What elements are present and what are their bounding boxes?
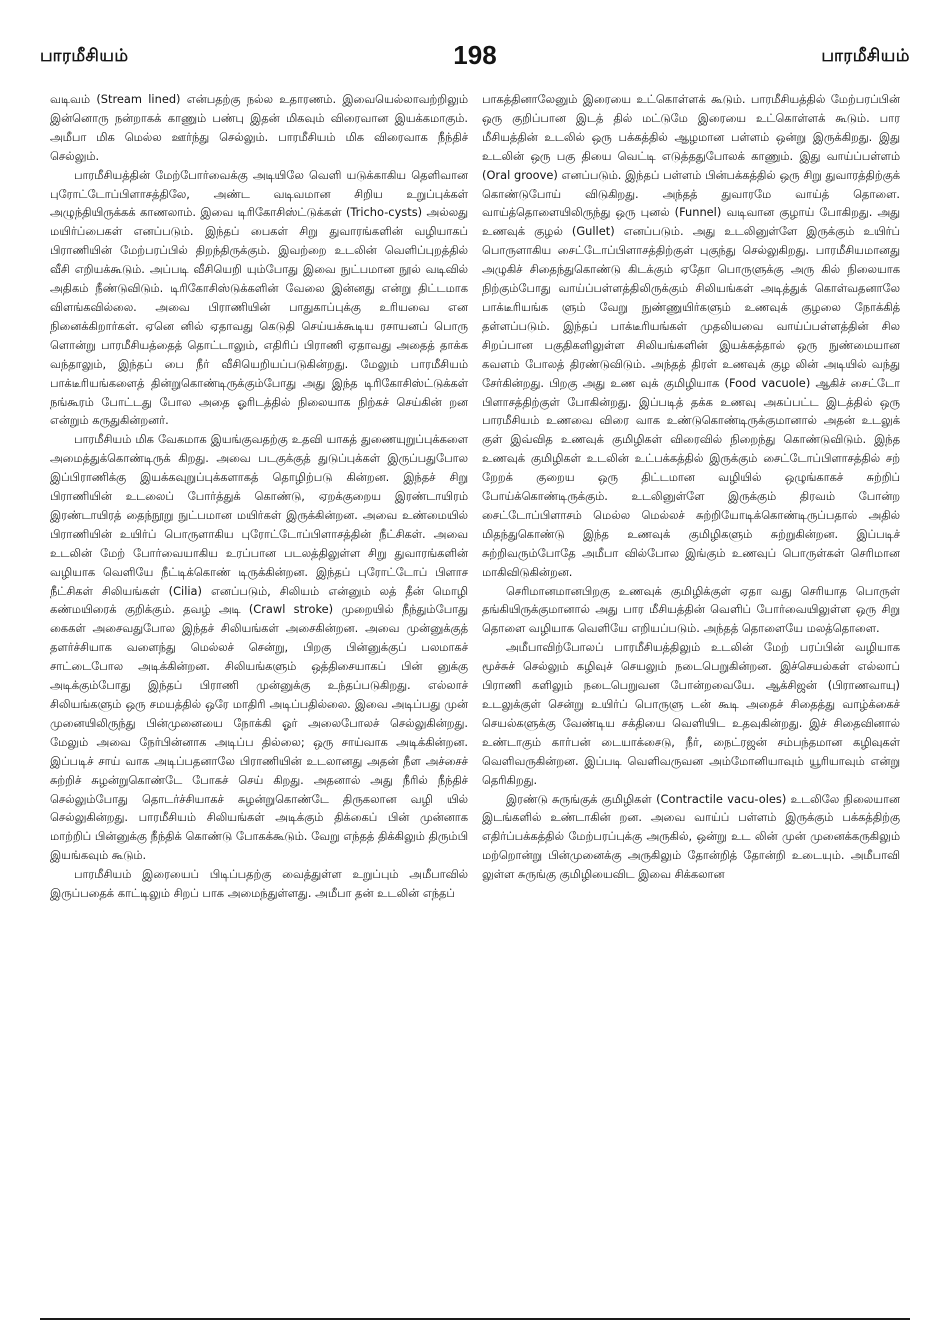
running-head-left: பாரமீசியம் [40,46,129,66]
text-columns [50,90,900,1305]
paragraph: அமீபாவிற்போலப் பாரமீசியத்திலும் உடலின் மேற் பரப்பின் வழியாக மூச்சுச் செல்லும் கழிவுச் செயலும் நடைபெறுகின்றன. இச்செயல்கள் எல்லாப் பிராணி களிலும் நடைபெறுவன போன்றவையே. ஆக்சிஜன் (பிராணவாயு) உடலுக்குள் சென்று உயிர்ப் பொருளு டன் கூடி அதைச் சிதைத்து வாழ்க்கைச் செயல்களுக்கு வேண்டிய சக்தியை வெளியிட உதவுகின்றது. இச் சிதைவினால் உண்டாகும் கார்பன் டையாக்சைடு, நீர், நைட்ரஜன் சம்பந்தமான கழிவுகள் வெளிவருகின்றன. இப்படி வெளிவருவன அம்மோனியாவும் யூரியாவும் என்று தெரிகிறது. [482,640,900,787]
paragraph: பாரமீசியம் இரையைப் பிடிப்பதற்கு வைத்துள்ள உறுப்பும் அமீபாவில் இருப்பதைக் காட்டிலும் சிறப் பாக அமைந்துள்ளது. அமீபா தன் உடலின் எந்தப் [50,867,468,901]
bottom-rule [40,1318,910,1320]
paragraph: இரண்டு சுருங்குக் குமிழிகள் (Contractile vacu-oles) உடலிலே நிலையான இடங்களில் உண்டாகின் றன. அவை வாய்ப் பள்ளம் இருக்கும் பக்கத்திற்கு எதிர்ப்பக்கத்தில் மேற்பரப்புக்கு அருகில், ஒன்று உட லின் முன் முனைக்கருகிலும் மற்றொன்று பின்முனைக்கு அருகிலும் தோன்றித் தோன்றி உடையும். அமீபாவி லுள்ள சுருங்கு குமிழியைவிட இவை சிக்கலான [482,791,900,882]
paragraph: வடிவம் (Stream lined) என்பதற்கு நல்ல உதாரணம். இவையெல்லாவற்றிலும் இன்னொரு நன்றாகக் காணும் பண்பு இதன் மிகவும் விரைவான இயக்கமாகும். அமீபா மிக மெல்ல ஊர்ந்து செல்லும். பாரமீசியம் மிக விரைவாக நீந்திச் செல்லும். [50,92,468,163]
paragraph: செரிமானமானபிறகு உணவுக் குமிழிக்குள் ஏதா வது செரியாத பொருள் தங்கியிருக்குமானால் அது பார மீசியத்தின் வெளிப் போர்வையிலுள்ள ஒரு சிறு தொளை வழியாக வெளியே எறியப்படும். அந்தத் தொளையே மலத்தொளை. [482,583,900,636]
page-number: 198 [453,40,497,70]
right-column [482,90,900,1305]
paragraph: பாரமீசியம் மிக வேகமாக இயங்குவதற்கு உதவி யாகத் துணையுறுப்புக்களை அமைத்துக்கொண்டிருக் கிறது. அவை படகுக்குத் துடுப்புக்கள் இருப்பதுபோல இப்பிராணிக்கு இயக்கவுறுப்புக்களாகத் தொழிற்படு கின்றன. இந்தச் சிறு பிராணியின் உடலைப் போர்த்துக் கொண்டு, ஏறக்குறைய இரண்டாயிரம் இரண்டாயிரத் தைந்நூறு நுட்பமான மயிர்கள் இருக்கின்றன. அவை உண்மையில் பிராணியின் உயிர்ப் பொருளாகிய புரோட்டோப்பிளாசத்தின் நீட்சிகள். அவை உடலின் மேற் போர்வையாகிய உரப்பான படலத்திலுள்ள சிறு துவாரங்களின் வழியாக வெளியே நீட்டிக்கொண் டிருக்கின்றன. இந்தப் புரோட்டோப் பிளாச நீட்சிகள் சிலியங்கள் (Cilia) எனப்படும், சிலியம் என்னும் லத் தீன் மொழி கண்மயிரைக் குறிக்கும். தவழ் அடி (Crawl stroke) முறையில் நீந்தும்போது கைகள் அசைவதுபோல இந்தச் சிலியங்கள் அசைகின்றன. அவை முன்னுக்குத் தளர்ச்சியாக வளைந்து மெல்லச் சென்று, பிறகு பின்னுக்குப் பலமாகச் சாட்டைபோல அடிக்கின்றன. சிலியங்களும் ஒத்திசையாகப் பின் னுக்கு அடிக்கும்போது இந்தப் பிராணி முன்னுக்கு உந்தப்படுகிறது. எல்லாச் சிலியங்களும் ஒரு சமயத்தில் ஒரே மாதிரி அடிப்பதில்லை. இவை அடிப்பது முன் முனையிலிருந்து பின்முனையை நோக்கி ஓர் அலைபோலச் செல்லுகின்றது. மேலும் அவை நேர்பின்னாக அடிப்ப தில்லை; ஒரு சாய்வாக அடிக்கின்றன. இப்படிச் சாய் வாக அடிப்பதனாலே பிராணியின் உடலானது அதன் நீள அச்சைச் சுற்றிச் சுழன்றுகொண்டே போகச் செய் கிறது. அதனால் அது நீரில் நீந்திச் செல்லும்போது தொடர்ச்சியாகச் சுழன்றுகொண்டே திருகலான வழி யில் செல்லுகின்றது. பாரமீசியம் சிலியங்கள் அடிக்கும் திக்கைப் பின் முன்னாக மாற்றிப் பின்னுக்கு நீந்திக் கொண்டு போகக்கூடும். வேறு எந்தத் திக்கிலும் திரும்பி இயங்கவும் கூடும். [50,432,468,863]
left-column [50,90,468,1305]
running-head-right: பாரமீசியம் [821,46,910,66]
page-header [40,40,910,76]
paragraph: பாரமீசியத்தின் மேற்போர்வைக்கு அடியிலே வெளி யடுக்காகிய தெளிவான புரோட்டோப்பிளாசத்திலே, அண்ட வடிவமான சிறிய உறுப்புக்கள் அழுந்தியிருக்கக் காணலாம். இவை டிரிகோசிஸ்ட்டுக்கள் (Tricho-cysts) அல்லது மயிர்ப்பைகள் எனப்படும். இந்தப் பைகள் சிறு துவாரங்களின் வழியாகப் பிராணியின் மேற்பரப்பில் திறந்திருக்கும். இவற்றை உடலின் வெளிப்புறத்தில் வீசி எறியக்கூடும். அப்படி வீசியெறி யும்போது இவை நுட்பமான நூல் வடிவில் அதிகம் நீண்டுவிடும். டிரிகோசிஸ்டுக்களின் வேலை இன்னது என்று திட்டமாக விளங்கவில்லை. அவை பிராணியின் பாதுகாப்புக்கு உரியவை என நினைக்கிறார்கள். ஏனெ னில் ஏதாவது கெடுதி செய்யக்கூடிய ரசாயனப் பொரு ளொன்று பாரமீசியத்தைத் தொட்டாலும், எதிரிப் பிராணி ஏதாவது அதைத் தாக்க வந்தாலும், இந்தப் பை நீர் வீசியெறியப்படுகின்றது. மேலும் பாரமீசியம் பாக்டீரியங்களைத் தின்றுகொண்டிருக்கும்போது அது இந்த டிரிகோசிஸ்ட்டுக்கள் நங்கூரம் போட்டது போல அதை ஓரிடத்தில் நிலையாக நிற்கச் செய்கின் றன என்றும் கருதுகின்றனர். [50,167,468,428]
paragraph: பாகத்தினாலேனும் இரையை உட்கொள்ளக் கூடும். பாரமீசியத்தில் மேற்பரப்பின் ஒரு குறிப்பான இடத் தில் மட்டுமே இரையை உட்கொள்ளக் கூடும். பார மீசியத்தின் உடலில் ஒரு பக்கத்தில் ஆழமான பள்ளம் ஒன்று இருக்கிறது. இது உடலின் ஒரு பகு தியை வெட்டி எடுத்ததுபோலக் காணும். இது வாய்ப்பள்ளம் (Oral groove) எனப்படும். இந்தப் பள்ளம் பின்பக்கத்தில் ஒரு சிறு துவாரத்திற்குக் கொண்டுபோய் விடுகிறது. அந்தத் துவாரமே வாய்த் தொளை. வாய்த்தொளையிலிருந்து ஒரு புனல் (Funnel) வடிவான குழாய் போகிறது. அது உணவுக் குழல் (Gullet) எனப்படும். அது உடலினுள்ளே இருக்கும் உயிர்ப் பொருளாகிய சைட்டோப்பிளாசத்திற்குள் புகுந்து செல்லுகிறது. பாரமீசியமானது அழுகிச் சிதைந்துகொண்டு கிடக்கும் ஏதோ பொருளுக்கு அரு கில் நிலையாக நிற்கும்போது வாய்ப்பள்ளத்திலிருக்கும் சிலியங்கள் அடித்துக் கொள்வதனாலே பாக்டீரியங்க ளும் வேறு நுண்ணுயிர்களும் உணவுக் குழலை நோக்கித் தள்ளப்படும். இந்தப் பாக்டீரியங்கள் முதலியவை வாய்ப்பள்ளத்தின் சில சிறப்பான பகுதிகளிலுள்ள சிலியங்களின் இயக்கத்தால் ஒரு நுண்மையான கவளம் போலத் திரண்டுவிடும். அந்தத் திரள் உணவுக் குழ லின் அடியில் வந்து சேர்கின்றது. பிறகு அது உண வுக் குமிழியாக (Food vacuole) ஆகிச் சைட்டோ பிளாசத்திற்குள் போகின்றது. இப்படித் தக்க உணவு அகப்பட்ட இடத்தில் ஒரு பாரமீசியம் உணவை விரை வாக உண்டுகொண்டிருக்குமானால் அதன் உடலுக் குள் இவ்வித உணவுக் குமிழிகள் விரைவில் நிறைந்து கொண்டுவிடும். இந்த உணவுக் குமிழிகள் உடலின் உட்பக்கத்தில் இருக்கும் சைட்டோப்பிளாசத்தில் சற் றேறக் குறைய ஒரு திட்டமான வழியில் ஒழுங்காகச் சுற்றிப் போய்க்கொண்டிருக்கும். உடலினுள்ளே இருக்கும் திரவம் போன்ற சைட்டோப்பிளாசம் மெல்ல மெல்லச் சுற்றியோடிக்கொண்டிருப்பதால் அதில் மிதந்துகொண்டு இந்த உணவுக் குமிழிகளும் சுற்றுகின்றன. இப்படிச் சுற்றிவரும்போதே அமீபா வில்போல இங்கும் உணவுப் பொருள்கள் செரிமான மாகிவிடுகின்றன. [482,92,900,579]
